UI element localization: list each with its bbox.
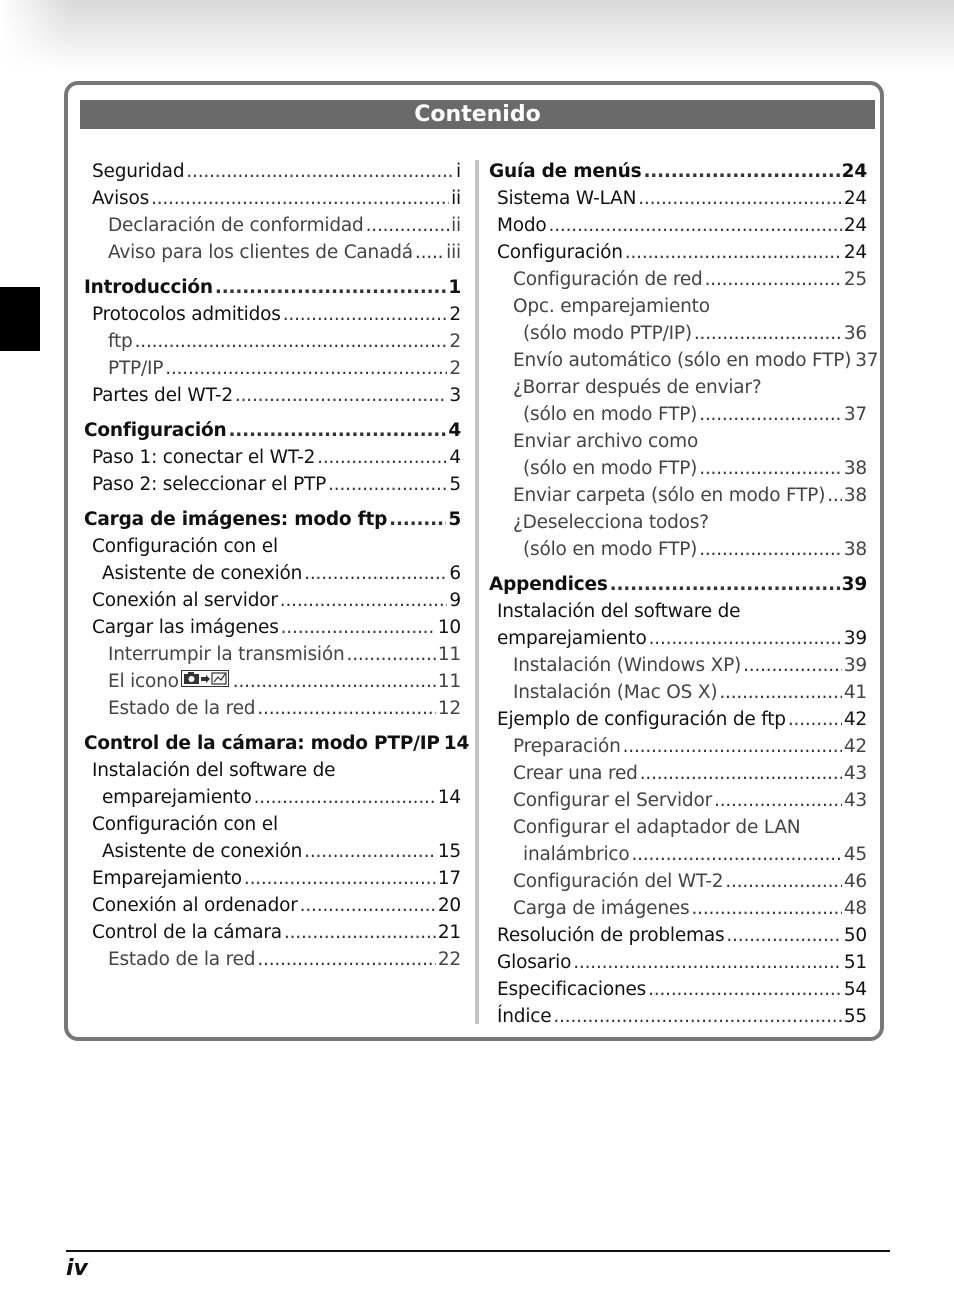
toc-page-number: 5	[449, 474, 461, 495]
dot-leader	[317, 444, 447, 471]
toc-entry-title: Enviar carpeta (sólo en modo FTP)	[513, 485, 826, 506]
toc-entry	[513, 482, 867, 509]
toc-entry	[102, 784, 461, 811]
toc-entry	[92, 811, 461, 838]
toc-entry	[92, 471, 461, 498]
toc-page-number: 21	[437, 922, 461, 943]
toc-entry-title: Conexión al servidor	[92, 590, 278, 611]
toc-entry-title: (sólo en modo FTP)	[523, 458, 698, 479]
toc-entry	[497, 922, 867, 949]
toc-entry	[513, 293, 867, 320]
dot-leader	[725, 868, 842, 895]
toc-entry	[497, 212, 867, 239]
toc-entry-title: Paso 2: seleccionar el PTP	[92, 474, 327, 495]
toc-page-number: 25	[843, 269, 867, 290]
toc-page-number: 42	[843, 709, 867, 730]
toc-entry	[497, 625, 867, 652]
toc-entry	[513, 266, 867, 293]
toc-entry	[497, 1003, 867, 1030]
toc-entry-title: Asistente de conexión	[102, 563, 303, 584]
toc-page-number: 37	[843, 404, 867, 425]
toc-entry-title: emparejamiento	[497, 628, 647, 649]
toc-entry	[108, 239, 461, 266]
dot-leader	[151, 185, 449, 212]
toc-entry-title: (sólo en modo FTP)	[523, 539, 698, 560]
toc-entry	[92, 301, 461, 328]
toc-entry-title: Opc. emparejamiento	[513, 296, 710, 317]
toc-page-number: 38	[843, 539, 867, 560]
toc-entry	[108, 328, 461, 355]
dot-leader	[186, 158, 454, 185]
dot-leader	[610, 571, 840, 598]
toc-entry-title: Declaración de conformidad	[108, 215, 364, 236]
toc-entry-title: Configuración	[84, 420, 227, 441]
dot-leader	[719, 679, 841, 706]
toc-page-number: 38	[843, 458, 867, 479]
toc-entry-title: ¿Borrar después de enviar?	[513, 377, 762, 398]
dot-leader	[135, 328, 448, 355]
toc-page-number: 48	[843, 898, 867, 919]
toc-entry	[523, 320, 867, 347]
dot-leader	[643, 158, 839, 185]
toc-entry	[513, 347, 879, 374]
toc-entry	[497, 706, 867, 733]
toc-entry-title: Configurar el Servidor	[513, 790, 713, 811]
dot-leader	[244, 865, 436, 892]
toc-page-number: 14	[443, 733, 470, 754]
toc-entry	[513, 760, 867, 787]
toc-entry-title: Estado de la red	[108, 698, 256, 719]
toc-section-entry	[489, 158, 867, 185]
dot-leader	[788, 706, 842, 733]
dot-leader	[300, 892, 436, 919]
toc-page-number: iii	[446, 242, 461, 263]
toc-entry	[523, 536, 867, 563]
dot-leader	[638, 185, 842, 212]
toc-entry-title: Estado de la red	[108, 949, 256, 970]
dot-leader	[699, 455, 842, 482]
header-gradient-band	[0, 0, 954, 70]
toc-page-number: 24	[843, 242, 867, 263]
dot-leader	[304, 560, 447, 587]
toc-entry-title: Instalación del software de	[497, 601, 741, 622]
toc-page-number: 2	[449, 304, 461, 325]
dot-leader	[304, 838, 436, 865]
dot-leader	[705, 266, 842, 293]
toc-page-number: 4	[449, 447, 461, 468]
toc-entry-title: (sólo modo PTP/IP)	[523, 323, 692, 344]
dot-leader	[699, 401, 842, 428]
toc-page-number: 12	[437, 698, 461, 719]
toc-page-number: 11	[437, 671, 461, 692]
page-number: iv	[66, 1256, 88, 1281]
toc-section-entry	[84, 417, 461, 444]
toc-page-number: ii	[451, 215, 461, 236]
toc-entry-title: Glosario	[497, 952, 572, 973]
toc-entry-title: Asistente de conexión	[102, 841, 303, 862]
toc-entry	[513, 509, 867, 536]
toc-entry-title: Carga de imágenes: modo ftp	[84, 509, 388, 530]
toc-entry-title: ¿Deselecciona todos?	[513, 512, 709, 533]
toc-entry-title: Configurar el adaptador de LAN	[513, 817, 801, 838]
dot-leader	[284, 919, 436, 946]
toc-entry	[108, 641, 461, 668]
toc-entry-title: emparejamiento	[102, 787, 252, 808]
toc-entry	[523, 841, 867, 868]
toc-page-number: 1	[448, 277, 461, 298]
dot-leader	[573, 949, 842, 976]
toc-entry	[108, 355, 461, 382]
dot-leader	[623, 733, 842, 760]
dot-leader	[389, 506, 446, 533]
toc-entry-title: Seguridad	[92, 161, 185, 182]
dot-leader	[283, 301, 448, 328]
toc-entry	[92, 919, 461, 946]
toc-entry-title: Configuración	[497, 242, 623, 263]
dot-leader	[280, 587, 448, 614]
toc-entry-title: Appendices	[489, 574, 608, 595]
toc-entry	[92, 865, 461, 892]
toc-entry	[523, 401, 867, 428]
contents-title: Contenido	[80, 100, 875, 129]
toc-page-number: 55	[843, 1006, 867, 1027]
dot-leader	[648, 976, 842, 1003]
toc-entry-title: Configuración del WT-2	[513, 871, 724, 892]
toc-entry	[513, 374, 867, 401]
dot-leader	[366, 212, 450, 239]
toc-page-number: 51	[843, 952, 867, 973]
toc-entry	[108, 212, 461, 239]
toc-entry	[513, 814, 867, 841]
dot-leader	[415, 239, 444, 266]
toc-page-number: 39	[843, 655, 867, 676]
toc-page-number: 14	[437, 787, 461, 808]
toc-page-number: 38	[843, 485, 867, 506]
toc-entry	[92, 892, 461, 919]
toc-entry	[513, 787, 867, 814]
toc-page-number: 2	[449, 358, 461, 379]
toc-entry	[92, 533, 461, 560]
dot-leader	[699, 536, 842, 563]
dot-leader	[257, 695, 436, 722]
toc-entry	[108, 946, 461, 973]
toc-page-number: 39	[841, 574, 867, 595]
toc-entry	[497, 976, 867, 1003]
toc-entry-title: inalámbrico	[523, 844, 630, 865]
toc-page-number: 4	[448, 420, 461, 441]
toc-entry	[513, 733, 867, 760]
toc-entry	[513, 868, 867, 895]
toc-page-number: 42	[843, 736, 867, 757]
toc-entry	[92, 757, 461, 784]
toc-page-number: 37	[855, 350, 879, 371]
toc-entry-title: Sistema W-LAN	[497, 188, 637, 209]
toc-entry-title: Índice	[497, 1006, 552, 1027]
toc-entry	[92, 614, 461, 641]
toc-entry-title: ftp	[108, 331, 133, 352]
toc-page-number: 24	[843, 215, 867, 236]
toc-entry-title: Ejemplo de configuración de ftp	[497, 709, 786, 730]
toc-entry	[513, 652, 867, 679]
toc-page-number: 43	[843, 763, 867, 784]
toc-entry-title: Cargar las imágenes	[92, 617, 279, 638]
toc-section-entry	[84, 730, 470, 757]
toc-entry-title: Introducción	[84, 277, 213, 298]
toc-entry-title: Instalación (Windows XP)	[513, 655, 742, 676]
dot-leader	[257, 946, 436, 973]
toc-page-number: 24	[843, 188, 867, 209]
section-thumb-tab	[0, 287, 40, 351]
dot-leader	[694, 320, 842, 347]
toc-entry-title: Configuración con el	[92, 536, 278, 557]
toc-entry-title: Partes del WT-2	[92, 385, 233, 406]
dot-leader	[631, 841, 841, 868]
toc-entry	[102, 560, 461, 587]
toc-entry-title: Resolución de problemas	[497, 925, 725, 946]
dot-leader	[640, 760, 842, 787]
footer-rule	[66, 1250, 890, 1252]
toc-page-number: 39	[843, 628, 867, 649]
dot-leader	[215, 274, 446, 301]
toc-page-number: 24	[841, 161, 867, 182]
toc-entry-title: Instalación (Mac OS X)	[513, 682, 718, 703]
toc-page-number: 9	[449, 590, 461, 611]
toc-page-number: 20	[437, 895, 461, 916]
toc-entry-title: Instalación del software de	[92, 760, 336, 781]
toc-page-number: 11	[437, 644, 461, 665]
toc-entry-title: Aviso para los clientes de Canadá	[108, 242, 413, 263]
toc-page-number: 50	[843, 925, 867, 946]
toc-page-number: 41	[843, 682, 867, 703]
toc-entry-title: Preparación	[513, 736, 621, 757]
toc-entry	[513, 679, 867, 706]
toc-entry	[497, 598, 867, 625]
dot-leader	[549, 212, 842, 239]
toc-entry	[108, 668, 461, 695]
toc-entry-title: Interrumpir la transmisión	[108, 644, 345, 665]
toc-page-number: 6	[449, 563, 461, 584]
toc-section-entry	[84, 506, 461, 533]
toc-entry-title: Crear una red	[513, 763, 638, 784]
toc-page-number: 45	[843, 844, 867, 865]
toc-entry-title: Guía de menús	[489, 161, 642, 182]
toc-entry-title: Configuración con el	[92, 814, 278, 835]
dot-leader	[714, 787, 842, 814]
toc-entry-title: Carga de imágenes	[513, 898, 690, 919]
header-band-fade	[0, 0, 70, 70]
toc-entry-title: Avisos	[92, 188, 150, 209]
toc-entry-title: El icono	[108, 671, 179, 692]
toc-entry-title: Configuración de red	[513, 269, 703, 290]
toc-entry-title: Envío automático (sólo en modo FTP)	[513, 350, 852, 371]
toc-entry	[513, 428, 867, 455]
toc-page-number: ii	[451, 188, 461, 209]
toc-page-number: 22	[437, 949, 461, 970]
toc-entry	[92, 444, 461, 471]
toc-entry-title: Especificaciones	[497, 979, 647, 1000]
toc-entry	[92, 158, 461, 185]
toc-page-number: i	[456, 161, 461, 182]
toc-page-number: 2	[449, 331, 461, 352]
dot-leader	[649, 625, 842, 652]
toc-entry-title: Emparejamiento	[92, 868, 242, 889]
toc-entry	[92, 587, 461, 614]
dot-leader	[281, 614, 436, 641]
toc-entry-title: Protocolos admitidos	[92, 304, 281, 325]
toc-entry-title: Paso 1: conectar el WT-2	[92, 447, 316, 468]
toc-entry	[497, 239, 867, 266]
dot-leader	[553, 1003, 841, 1030]
dot-leader	[328, 471, 447, 498]
toc-entry-title: PTP/IP	[108, 358, 164, 379]
toc-entry-title: Conexión al ordenador	[92, 895, 298, 916]
toc-section-entry	[489, 571, 867, 598]
dot-leader	[726, 922, 841, 949]
dot-leader	[228, 417, 446, 444]
toc-entry	[108, 695, 461, 722]
dot-leader	[347, 641, 436, 668]
toc-entry-title: Enviar archivo como	[513, 431, 699, 452]
toc-entry	[92, 382, 461, 409]
toc-page-number: 5	[448, 509, 461, 530]
toc-entry-title: Control de la cámara	[92, 922, 282, 943]
dot-leader	[827, 482, 842, 509]
dot-leader	[254, 784, 436, 811]
toc-entry	[497, 185, 867, 212]
toc-entry	[513, 895, 867, 922]
dot-leader	[165, 355, 447, 382]
toc-page-number: 10	[437, 617, 461, 638]
toc-page-number: 46	[843, 871, 867, 892]
toc-section-entry	[84, 274, 461, 301]
toc-page-number: 17	[437, 868, 461, 889]
dot-leader	[743, 652, 842, 679]
toc-entry	[497, 949, 867, 976]
toc-entry	[92, 185, 461, 212]
toc-page-number: 3	[449, 385, 461, 406]
toc-entry-title: (sólo en modo FTP)	[523, 404, 698, 425]
toc-entry-title: Control de la cámara: modo PTP/IP	[84, 733, 440, 754]
toc-entry-title: Modo	[497, 215, 547, 236]
toc-entry	[102, 838, 461, 865]
dot-leader	[233, 668, 436, 695]
dot-leader	[625, 239, 842, 266]
toc-page-number: 43	[843, 790, 867, 811]
toc-entry	[523, 455, 867, 482]
camera-transfer-icon	[181, 668, 229, 685]
toc-page-number: 36	[843, 323, 867, 344]
toc-page-number: 54	[843, 979, 867, 1000]
column-divider	[475, 160, 479, 1024]
dot-leader	[235, 382, 448, 409]
toc-page-number: 15	[437, 841, 461, 862]
dot-leader	[691, 895, 841, 922]
